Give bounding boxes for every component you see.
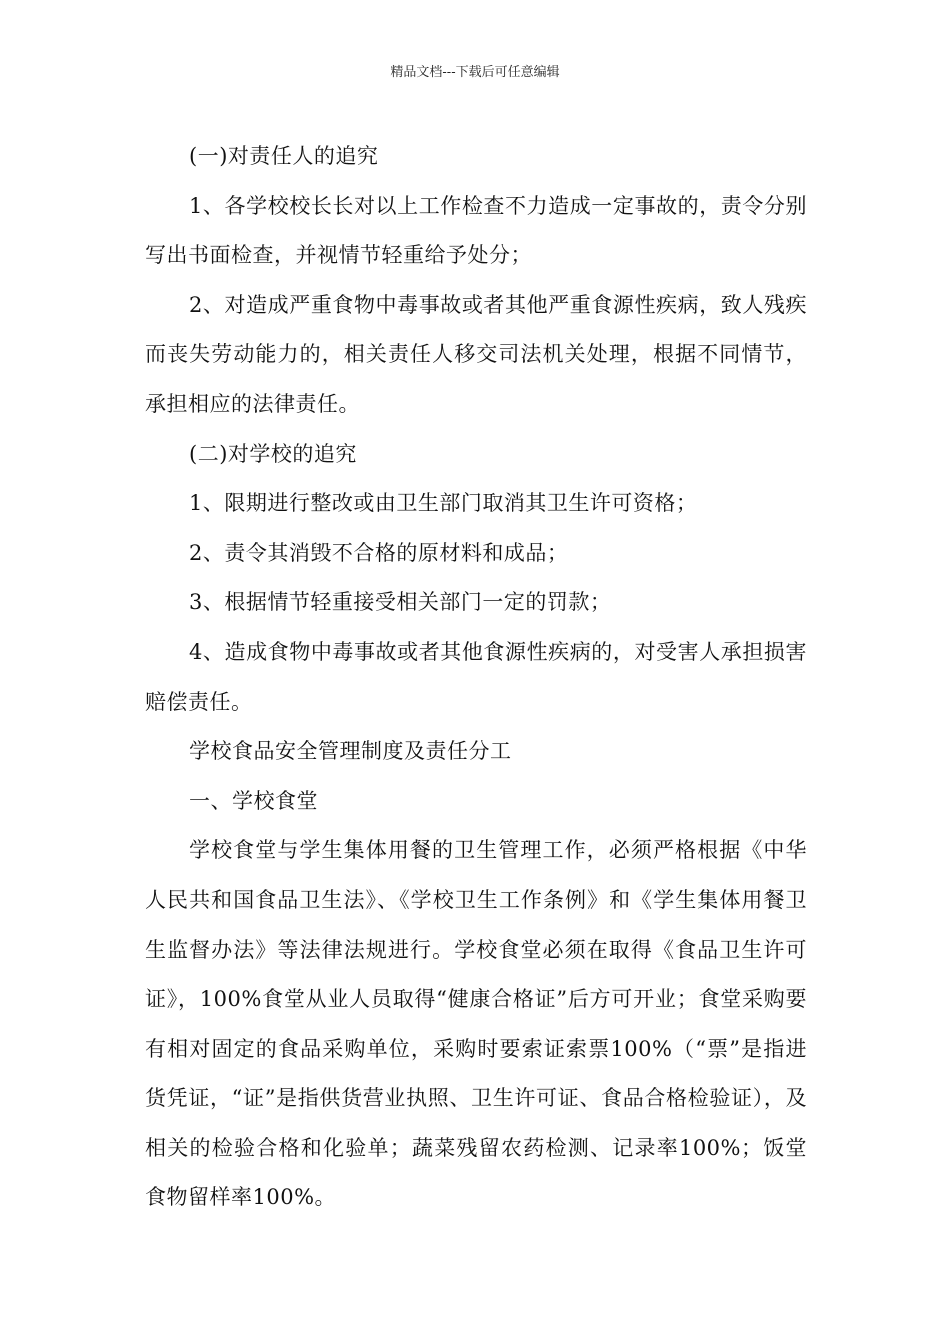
paragraph-item-2: 2、对造成严重食物中毒事故或者其他严重食源性疾病，致人残疾而丧失劳动能力的，相关责任人移交司法机关处理，根据不同情节，承担相应的法律责任。	[145, 292, 807, 416]
section-heading-school: (二)对学校的追究	[189, 441, 357, 466]
document-subtitle: 学校食品安全管理制度及责任分工	[189, 739, 512, 764]
document-body	[145, 132, 807, 1223]
paragraph-school-item-1: 1、限期进行整改或由卫生部门取消其卫生许可资格；	[189, 491, 698, 516]
paragraph-school-item-2: 2、责令其消毁不合格的原材料和成品；	[189, 540, 569, 565]
section-heading-canteen: 一、学校食堂	[189, 788, 318, 813]
paragraph-school-item-3: 3、根据情节轻重接受相关部门一定的罚款；	[189, 590, 612, 615]
paragraph-canteen-rules: 学校食堂与学生集体用餐的卫生管理工作，必须严格根据《中华人民共和国食品卫生法》、《学校卫生工作条例》和《学生集体用餐卫生监督办法》等法律法规进行。学校食堂必须在取得《食品卫生许可证》，100%食堂从业人员取得“健康合格证”后方可开业；食堂采购要有相对固定的食品采购单位，采购时要索证索票100%（“票”是指进货凭证，“证”是指供货营业执照、卫生许可证、食品合格检验证），及相关的检验合格和化验单；蔬菜残留农药检测、记录率100%；饭堂食物留样率100%。	[145, 838, 807, 1210]
paragraph-school-item-4: 4、造成食物中毒事故或者其他食源性疾病的，对受害人承担损害赔偿责任。	[145, 639, 807, 714]
paragraph-item-1: 1、各学校校长长对以上工作检查不力造成一定事故的，责令分别写出书面检查，并视情节轻重给予处分；	[145, 193, 807, 268]
section-heading-responsible-persons: (一)对责任人的追究	[189, 144, 379, 168]
page-header: 精品文档---下载后可任意编辑	[390, 65, 560, 80]
